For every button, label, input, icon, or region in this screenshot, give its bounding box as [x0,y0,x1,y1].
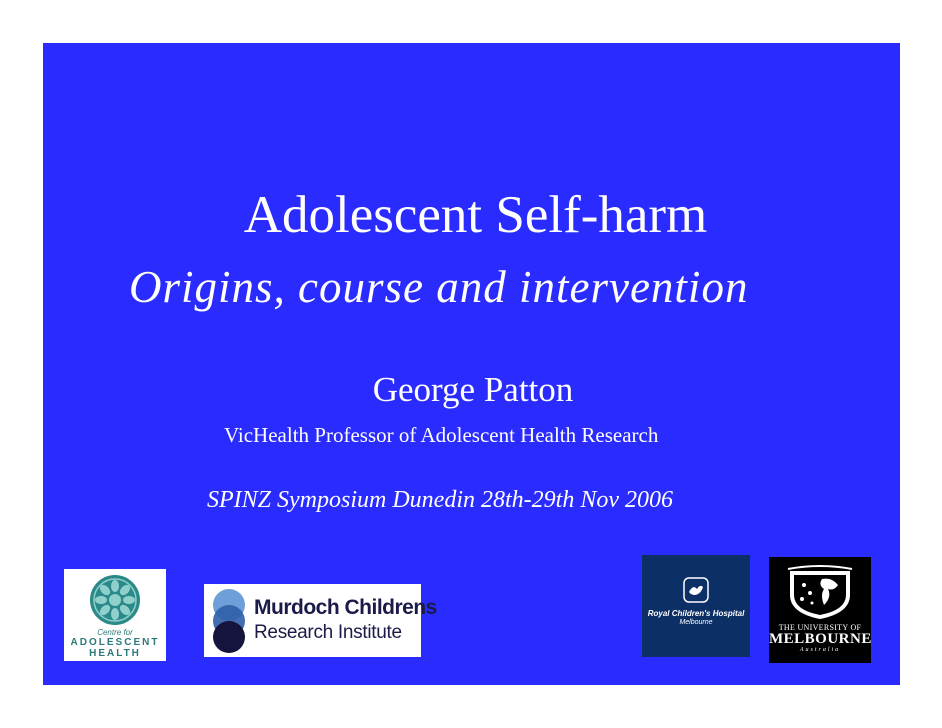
university-of-melbourne-logo [769,557,871,663]
circles-icon [208,587,250,655]
author-name: George Patton [372,370,574,409]
logo-text: ADOLESCENT [70,637,160,648]
slide [43,43,900,685]
logo-text: Royal Children's Hospital [647,609,745,618]
slide-title: Adolescent Self-harm [243,186,708,244]
logo-text: Australia [799,647,841,653]
logo-text: MELBOURNE [769,631,872,647]
wheel-icon [88,573,142,627]
logo-text: Centre for [97,628,133,637]
event-name: SPINZ Symposium Dunedin 28th-29th Nov 2006 [207,487,673,513]
logo-text: Melbourne [679,619,713,626]
slide-subtitle: Origins, course and intervention [129,262,749,312]
centre-adolescent-health-logo [64,569,166,661]
murdoch-childrens-logo [204,584,437,657]
author-affiliation: VicHealth Professor of Adolescent Health Research [224,423,659,447]
logo-text: THE UNIVERSITY OF [778,623,862,632]
logo-text: HEALTH [89,648,141,659]
bird-icon [683,577,709,603]
logo-text: Murdoch Childrens [254,596,437,619]
royal-childrens-hospital-logo [642,555,750,657]
logo-text: Research Institute [254,622,402,643]
crest-icon [784,565,856,621]
